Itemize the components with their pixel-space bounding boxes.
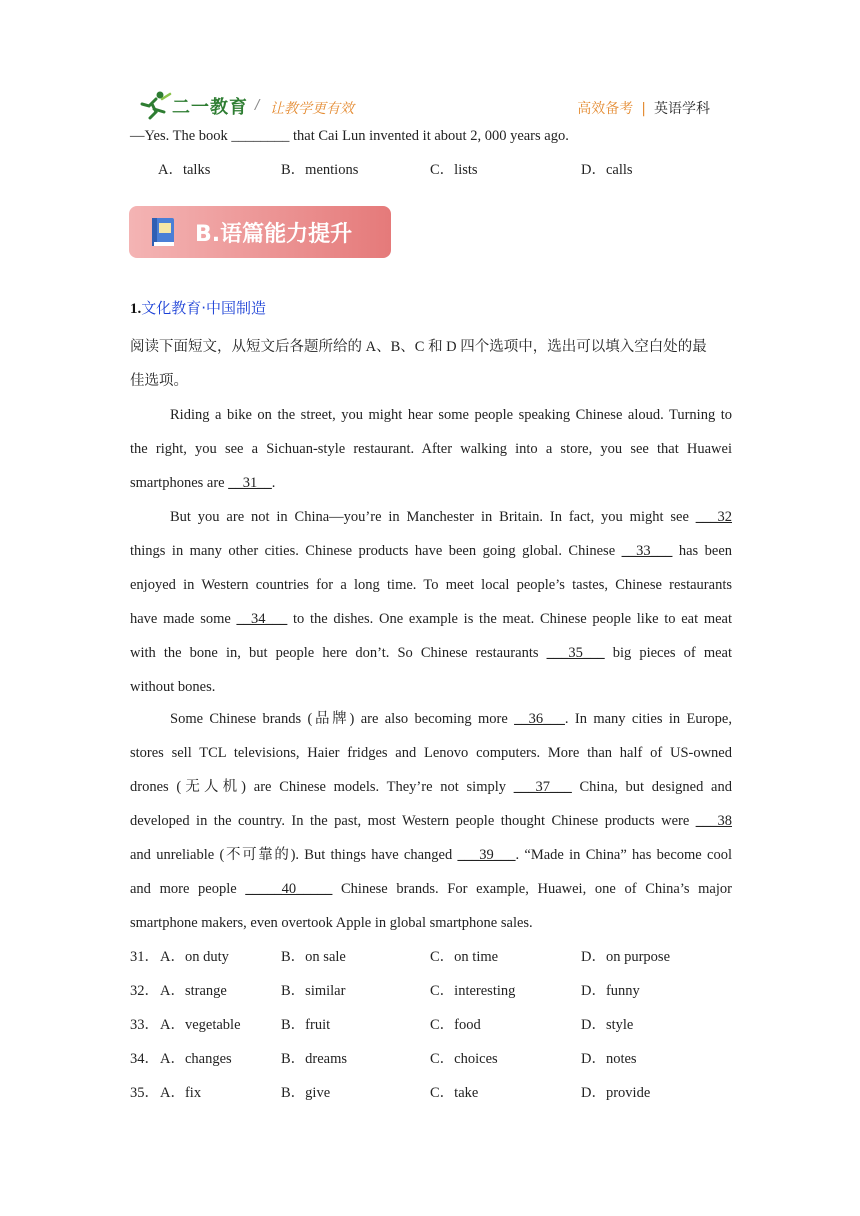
blank-39: ___39___ — [457, 847, 516, 863]
book-icon — [149, 216, 177, 248]
p1-line-2: the right, you see a Sichuan-style restaurant. After walking into a store, you see that Huawei — [130, 441, 732, 457]
p2-l4-post: to the dishes. One example is the meat. Chinese people like to eat meat — [287, 611, 732, 627]
brand-name: 二一教育 — [172, 97, 248, 118]
blank-37: ___37___ — [513, 779, 572, 795]
blank-34: __34___ — [236, 611, 288, 627]
p3-l6-post: Chinese brands. For example, Huawei, one of China’s major — [332, 881, 732, 897]
choice-b: B．fruit — [281, 1017, 331, 1033]
p2-line-5 — [130, 643, 732, 663]
instruction-line-1: 阅读下面短文，从短文后各题所给的 A、B、C 和 D 四个选项中，选出可以填入空白处的最 — [130, 339, 707, 355]
choice-a: A．changes — [160, 1051, 232, 1067]
blank-36: __36___ — [514, 711, 565, 727]
p1-l3-post: . — [271, 475, 276, 491]
header-exam-label: 高效备考 — [577, 101, 634, 117]
prev-option-b: B．mentions — [281, 162, 359, 178]
choice-num: 35． — [130, 1085, 159, 1101]
p3-l1-post: . In many cities in Europe, — [564, 711, 732, 727]
p1-line-1: Riding a bike on the street, you might hear some people speaking Chinese aloud. Turning to — [170, 407, 732, 423]
header-slash: / — [255, 98, 260, 113]
p2-l5-post: big pieces of meat — [604, 645, 732, 661]
prev-option-c: C．lists — [430, 162, 478, 178]
blank-32: ___32 — [695, 509, 732, 525]
header-slogan: 让教学更有效 — [270, 101, 354, 117]
question-number: 1. — [130, 301, 142, 317]
p2-l5-pre: with the bone in, but people here don’t. So Chinese restaurants — [130, 645, 547, 661]
choice-a: A．vegetable — [160, 1017, 241, 1033]
choice-b: B．similar — [281, 983, 346, 999]
page-header — [0, 88, 860, 128]
choice-d: D．style — [581, 1017, 634, 1033]
choice-a: A．strange — [160, 983, 227, 999]
choice-d: D．on purpose — [581, 949, 671, 965]
choice-num: 32． — [130, 983, 159, 999]
blank-35: ___35___ — [546, 645, 605, 661]
choice-c: C．take — [430, 1085, 479, 1101]
section-banner — [129, 206, 391, 258]
choice-d: D．notes — [581, 1051, 637, 1067]
header-subject: 英语学科 — [654, 101, 710, 117]
p2-line-4 — [130, 609, 732, 629]
header-divider: | — [641, 101, 646, 117]
p2-l2-pre: things in many other cities. Chinese products have been going global. Chinese — [130, 543, 622, 559]
prev-option-d: D．calls — [581, 162, 633, 178]
choice-c: C．interesting — [430, 983, 516, 999]
blank-33: __33___ — [621, 543, 673, 559]
choice-a: A．on duty — [160, 949, 229, 965]
p3-l1-pre: Some Chinese brands (品牌) are also becoming more — [170, 711, 515, 727]
p2-line-6: without bones. — [130, 679, 216, 695]
p2-line-3: enjoyed in Western countries for a long time. To meet local people’s tastes, Chinese restaurants — [130, 577, 732, 593]
choice-b: B．give — [281, 1085, 331, 1101]
p3-l6-pre: and more people — [130, 881, 246, 897]
question-title — [130, 297, 266, 318]
p3-line-1 — [170, 709, 732, 729]
blank-31: __31__ — [228, 475, 272, 491]
choice-num: 33． — [130, 1017, 159, 1033]
p3-line-5 — [130, 845, 732, 865]
p3-line-2: stores sell TCL televisions, Haier fridges and Lenovo computers. More than half of US-owned — [130, 745, 732, 761]
p3-line-4 — [130, 811, 732, 831]
p3-l5-post: . “Made in China” has become cool — [515, 847, 732, 863]
choice-c: C．on time — [430, 949, 499, 965]
p2-l4-pre: have made some — [130, 611, 237, 627]
choice-b: B．on sale — [281, 949, 346, 965]
p3-l5-pre: and unreliable (不可靠的). But things have changed — [130, 847, 458, 863]
section-title: B.语篇能力提升 — [195, 222, 353, 247]
p1-l3-pre: smartphones are — [130, 475, 229, 491]
choice-c: C．food — [430, 1017, 481, 1033]
prev-option-a: A．talks — [158, 162, 211, 178]
p3-l3-post: China, but designed and — [571, 779, 732, 795]
p3-l3-pre: drones (无人机) are Chinese models. They’re not simply — [130, 779, 514, 795]
p1-line-3 — [130, 473, 732, 493]
p3-line-3 — [130, 777, 732, 797]
choice-d: D．provide — [581, 1085, 651, 1101]
runner-logo-icon — [136, 90, 172, 120]
p2-line-2 — [130, 541, 732, 561]
p2-line-1 — [170, 507, 732, 527]
blank-40: _____40_____ — [245, 881, 333, 897]
choice-num: 34． — [130, 1051, 159, 1067]
instruction-line-2: 佳选项。 — [130, 373, 188, 389]
choice-c: C．choices — [430, 1051, 498, 1067]
header-right — [577, 98, 710, 118]
choice-b: B．dreams — [281, 1051, 348, 1067]
p3-line-7: smartphone makers, even overtook Apple in global smartphone sales. — [130, 915, 533, 931]
p3-line-6 — [130, 879, 732, 899]
choice-a: A．fix — [160, 1085, 202, 1101]
blank-38: ___38 — [695, 813, 732, 829]
brand-logo — [136, 90, 248, 120]
question-tag: 文化教育·中国制造 — [141, 299, 267, 317]
p3-l4-pre: developed in the country. In the past, most Western people thought Chinese products were — [130, 813, 696, 829]
prev-question-stem: —Yes. The book ________ that Cai Lun invented it about 2, 000 years ago. — [130, 128, 569, 144]
choice-d: D．funny — [581, 983, 640, 999]
p2-l1-pre: But you are not in China—you’re in Manchester in Britain. In fact, you might see — [170, 509, 696, 525]
choice-num: 31． — [130, 949, 159, 965]
p2-l2-post: has been — [672, 543, 732, 559]
